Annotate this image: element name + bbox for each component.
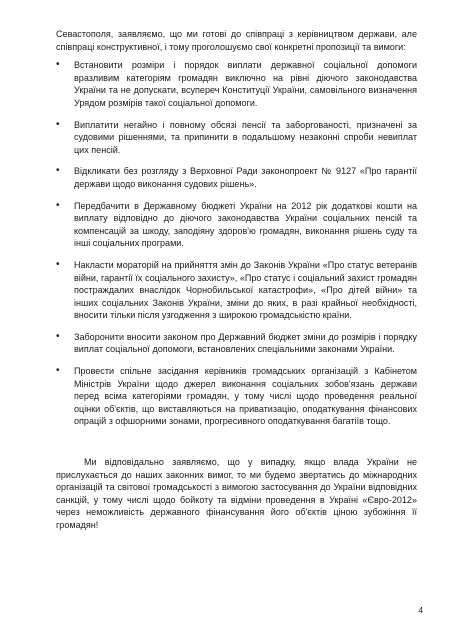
bullet-icon: • (56, 330, 60, 342)
list-item (56, 59, 417, 109)
list-item (56, 200, 417, 250)
page-number: 4 (418, 606, 423, 616)
intro-paragraph: Севастополя, заявляємо, що ми готові до співпраці з керівництвом держави, але співпраці конструктивної, і тому проголошуємо свої конкретні пропозиції та вимоги: (56, 29, 417, 52)
bullet-icon: • (56, 118, 60, 130)
list-item (56, 259, 417, 322)
list-item (56, 365, 417, 428)
closing-paragraph (56, 456, 417, 532)
list-item-text: Виплатити негайно і повному обсязі пенсії та заборгованості, призначені за судовими рішеннями, та припинити в подальшому незаконні спроби невиплат цих пенсій. (74, 119, 417, 155)
list-item-text: Відкликати без розгляду з Верховної Ради законопроект № 9127 «Про гарантії держави щодо виконання судових рішень». (74, 166, 417, 189)
bullet-icon: • (56, 365, 60, 377)
demands-list (56, 59, 417, 428)
list-item-text: Передбачити в Державному бюджеті України на 2012 рік додаткові кошти на виплату відповідно до діючого законодавства України соціальних пенсій та компенсацій за шкоду, заподіяну здоров'ю громадян, виконання рішень суду та інші соціальних програми. (74, 200, 417, 249)
bullet-icon: • (56, 199, 60, 211)
list-item-text: Встановити розміри і порядок виплати державної соціальної допомоги вразливим категоріям громадян виключно на рівні діючого законодавства України та не допускати, всупереч Конституції України, самовільного визначення Урядом розмірів такої соціальної допомоги. (74, 60, 417, 108)
bullet-icon: • (56, 165, 60, 177)
list-item-text: Провести спільне засідання керівників громадських організацій з Кабінетом Міністрів України щодо джерел виконання соціальних зобов'язань держави перед всіма категоріями громадян, у тому числі щодо проведення реальної оцінки об'єктів, що виставляються на приватизацію, оподаткування фінансових опрацій з офшорними зонами, прогресивного оподаткування багатіїв тощо. (74, 366, 417, 427)
list-item (56, 165, 417, 190)
list-item (56, 119, 417, 157)
bullet-icon: • (56, 59, 60, 71)
closing-text: Ми відповідально заявляємо, що у випадку, якщо влада України не прислухається до наших законних вимог, то ми будемо звертатись до міжнародних організацій та світової громадськості з вимогою застосування до України відповідних санкцій, у тому числі щодо бойкоту та відміни проведення в Україні «Євро-2012» через неможливість державного фінансування його об'єктів ціною зубожіння її громадян! (56, 457, 417, 530)
list-item-text: Накласти мораторій на прийняття змін до Законів України «Про статус ветеранів війни, гарантії їх соціального захисту», «Про статус і соціальний захист громадян постраждалих внаслідок Чорнобильської катастрофи», «Про дітей війни» та інших соціальних Законів України, зміни до яких, в разі крайньої необхідності, вносити тільки після узгодження з широкою громадськістю країни. (74, 259, 417, 321)
bullet-icon: • (56, 258, 60, 270)
list-item (56, 331, 417, 356)
list-item-text: Заборонити вносити законом про Державний бюджет зміни до розмірів і порядку виплат соціальної допомоги, встановлених спеціальними законами України. (74, 331, 417, 355)
